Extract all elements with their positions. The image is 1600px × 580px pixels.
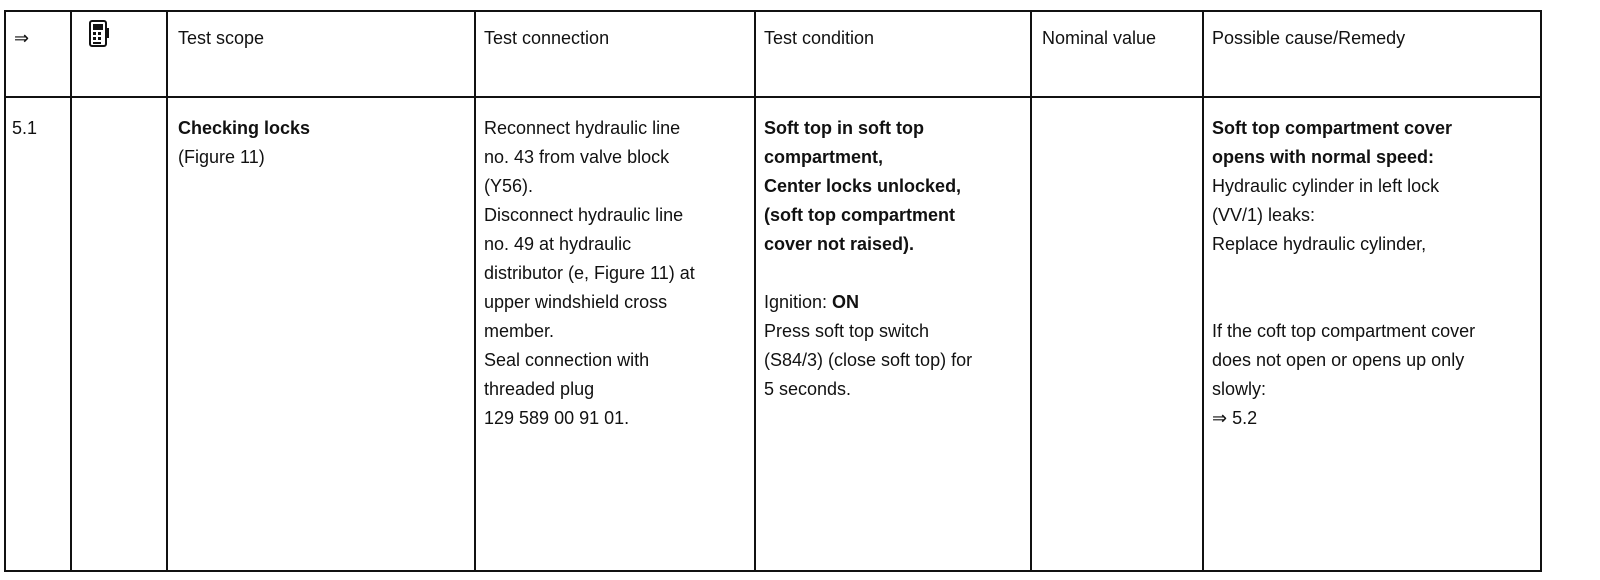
condition-bold-line: compartment, — [764, 147, 884, 167]
header-test-connection: Test connection — [484, 28, 610, 48]
step-number: 5.1 — [12, 118, 38, 138]
col-divider-1 — [70, 12, 72, 570]
col-divider-3 — [474, 12, 476, 570]
cause-spacer — [1212, 288, 1475, 317]
remedy-line: If the coft top compartment cover — [1212, 321, 1476, 341]
test-scope-title: Checking locks — [178, 118, 311, 138]
condition-bold-line: Center locks unlocked, — [764, 176, 962, 196]
cause-spacer — [1212, 259, 1475, 288]
test-scope-cell — [178, 114, 310, 172]
possible-cause-cell — [1212, 114, 1475, 433]
col-divider-5 — [1030, 12, 1032, 570]
test-condition-cell — [764, 114, 972, 404]
condition-bold-line: Soft top in soft top — [764, 118, 924, 138]
connection-line: upper windshield cross — [484, 292, 668, 312]
header-nominal-value: Nominal value — [1042, 28, 1157, 48]
connection-line: threaded plug — [484, 379, 595, 399]
connection-line: member. — [484, 321, 555, 341]
header-test-scope: Test scope — [178, 28, 265, 48]
connection-line: Disconnect hydraulic line — [484, 205, 684, 225]
connection-line: Seal connection with — [484, 350, 650, 370]
connection-line: no. 43 from valve block — [484, 147, 670, 167]
connection-line: Reconnect hydraulic line — [484, 118, 681, 138]
col-divider-4 — [754, 12, 756, 570]
ignition-line — [764, 288, 972, 317]
header-divider — [6, 96, 1540, 98]
condition-spacer — [764, 259, 972, 288]
col-divider-6 — [1202, 12, 1204, 570]
connection-line: 129 589 00 91 01. — [484, 408, 630, 428]
remedy-line: slowly: — [1212, 379, 1267, 399]
cause-line: Hydraulic cylinder in left lock — [1212, 176, 1440, 196]
condition-line: 5 seconds. — [764, 379, 852, 399]
test-table — [4, 10, 1542, 572]
header-arrow: ⇒ — [14, 28, 30, 48]
tester-device-icon — [88, 20, 110, 48]
cause-bold-line: Soft top compartment cover — [1212, 118, 1453, 138]
remedy-link: ⇒ 5.2 — [1212, 408, 1258, 428]
ignition-label: Ignition: — [764, 292, 833, 312]
ignition-value: ON — [832, 292, 860, 312]
col-divider-2 — [166, 12, 168, 570]
header-test-condition: Test condition — [764, 28, 875, 48]
cause-line: (VV/1) leaks: — [1212, 205, 1316, 225]
cause-bold-line: opens with normal speed: — [1212, 147, 1435, 167]
test-scope-figure: (Figure 11) — [178, 147, 265, 167]
connection-line: (Y56). — [484, 176, 534, 196]
test-connection-cell — [484, 114, 695, 433]
condition-line: (S84/3) (close soft top) for — [764, 350, 973, 370]
header-possible-cause: Possible cause/Remedy — [1212, 28, 1406, 48]
condition-bold-line: cover not raised). — [764, 234, 915, 254]
cause-line: Replace hydraulic cylinder, — [1212, 234, 1427, 254]
condition-bold-line: (soft top compartment — [764, 205, 955, 225]
remedy-line: does not open or opens up only — [1212, 350, 1465, 370]
connection-line: distributor (e, Figure 11) at — [484, 263, 695, 283]
connection-line: no. 49 at hydraulic — [484, 234, 632, 254]
condition-line: Press soft top switch — [764, 321, 930, 341]
